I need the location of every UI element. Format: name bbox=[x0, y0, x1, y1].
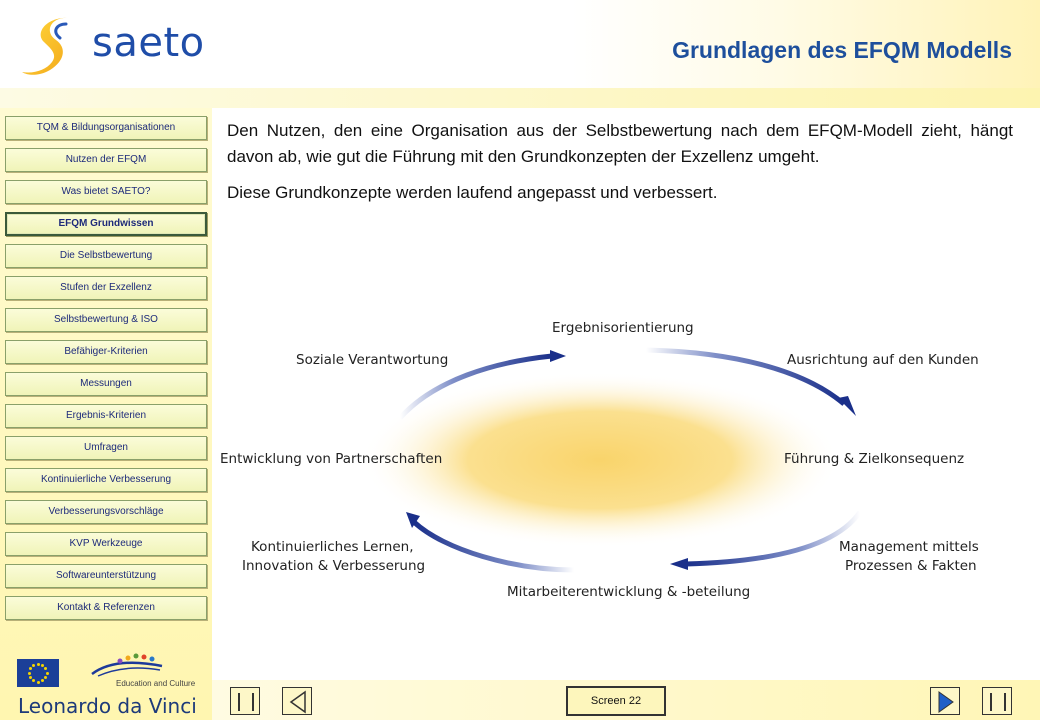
next-screen-button[interactable] bbox=[930, 687, 960, 715]
label-lernen-2: Innovation & Verbesserung bbox=[242, 558, 426, 574]
sidebar-item-9[interactable]: Ergebnis-Kriterien bbox=[5, 404, 207, 428]
label-management-1: Management mittels bbox=[839, 539, 979, 555]
label-soziale-verantwortung: Soziale Verantwortung bbox=[296, 352, 449, 368]
eu-star-icon bbox=[44, 676, 47, 679]
skip-last-icon bbox=[983, 688, 1013, 716]
eu-star-icon bbox=[37, 681, 40, 684]
label-management-2: Prozessen & Fakten bbox=[845, 558, 977, 574]
page-title: Grundlagen des EFQM Modells bbox=[672, 37, 1012, 63]
eu-flag-icon bbox=[17, 659, 59, 687]
label-ausrichtung-kunden: Ausrichtung auf den Kunden bbox=[787, 352, 979, 368]
sidebar-item-6[interactable]: Selbstbewertung & ISO bbox=[5, 308, 207, 332]
label-fuehrung-zielkonsequenz: Führung & Zielkonsequenz bbox=[784, 451, 965, 467]
second-paragraph: Diese Grundkonzepte werden laufend angepasst und verbessert. bbox=[227, 183, 718, 202]
sidebar-item-8[interactable]: Messungen bbox=[5, 372, 207, 396]
sidebar-item-10[interactable]: Umfragen bbox=[5, 436, 207, 460]
triangle-right-icon bbox=[931, 688, 961, 716]
label-partnerschaften: Entwicklung von Partnerschaften bbox=[220, 451, 443, 467]
sidebar-item-12[interactable]: Verbesserungsvorschläge bbox=[5, 500, 207, 524]
excellence-concepts-diagram bbox=[214, 300, 1034, 620]
header bbox=[0, 0, 1040, 88]
eu-star-icon bbox=[44, 667, 47, 670]
sidebar-item-14[interactable]: Softwareunterstützung bbox=[5, 564, 207, 588]
sidebar-item-0[interactable]: TQM & Bildungsorganisationen bbox=[5, 116, 207, 140]
eu-star-icon bbox=[32, 664, 35, 667]
first-screen-button[interactable] bbox=[230, 687, 260, 715]
screen-indicator: Screen 22 bbox=[566, 686, 666, 716]
label-lernen-1: Kontinuierliches Lernen, bbox=[251, 539, 414, 555]
sidebar-item-7[interactable]: Befähiger-Kriterien bbox=[5, 340, 207, 364]
sidebar-item-15[interactable]: Kontakt & Referenzen bbox=[5, 596, 207, 620]
label-mitarbeiterentwicklung: Mitarbeiterentwicklung & -beteilung bbox=[507, 584, 751, 600]
last-screen-button[interactable] bbox=[982, 687, 1012, 715]
eu-star-icon bbox=[28, 672, 31, 675]
sidebar-item-11[interactable]: Kontinuierliche Verbesserung bbox=[5, 468, 207, 492]
saeto-logo bbox=[20, 14, 210, 80]
education-culture-text: Education and Culture bbox=[116, 679, 196, 688]
sidebar-item-5[interactable]: Stufen der Exzellenz bbox=[5, 276, 207, 300]
leonardo-da-vinci-text: Leonardo da Vinci bbox=[18, 694, 197, 718]
previous-screen-button[interactable] bbox=[282, 687, 312, 715]
intro-paragraph: Den Nutzen, den eine Organisation aus der Selbstbewertung nach dem EFQM-Modell zieht, hängt davon ab, wie gut die Führung mit den Grundkonzepten der Exzellenz umgeht. bbox=[227, 121, 1013, 166]
sidebar-item-3[interactable]: EFQM Grundwissen bbox=[5, 212, 207, 236]
eu-star-icon bbox=[29, 667, 32, 670]
main-content bbox=[227, 118, 1013, 216]
eu-star-icon bbox=[29, 676, 32, 679]
label-ergebnisorientierung: Ergebnisorientierung bbox=[552, 320, 694, 336]
eu-star-icon bbox=[46, 672, 49, 675]
eu-star-icon bbox=[32, 679, 35, 682]
skip-first-icon bbox=[231, 688, 261, 716]
logo-wordmark: saeto bbox=[92, 20, 205, 66]
triangle-left-icon bbox=[283, 688, 313, 716]
sidebar-item-4[interactable]: Die Selbstbewertung bbox=[5, 244, 207, 268]
top-band bbox=[0, 88, 1040, 108]
eu-star-icon bbox=[41, 664, 44, 667]
sidebar-item-1[interactable]: Nutzen der EFQM bbox=[5, 148, 207, 172]
eu-star-icon bbox=[37, 663, 40, 666]
sidebar-item-13[interactable]: KVP Werkzeuge bbox=[5, 532, 207, 556]
education-culture-logo-icon bbox=[88, 652, 168, 678]
sidebar-item-2[interactable]: Was bietet SAETO? bbox=[5, 180, 207, 204]
saeto-swoosh-icon bbox=[20, 14, 100, 80]
eu-star-icon bbox=[41, 679, 44, 682]
